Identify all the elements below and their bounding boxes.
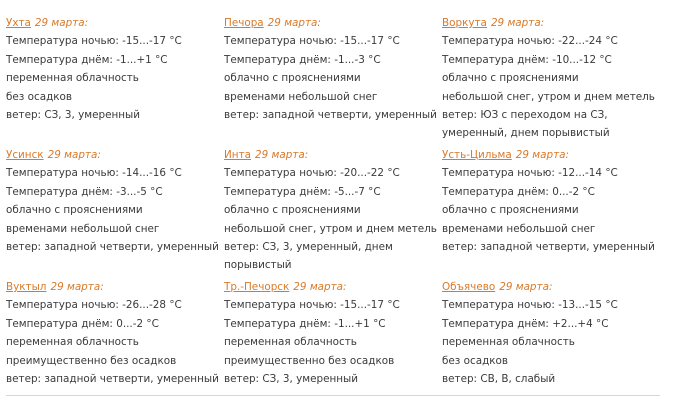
day-temperature: Температура днём: -1...-3 °C xyxy=(224,53,381,66)
precipitation: без осадков xyxy=(442,354,509,367)
precipitation: временами небольшой снег xyxy=(442,222,596,235)
forecast-card-troitsko-pechorsk xyxy=(224,278,442,408)
night-temperature: Температура ночью: -15...-17 °C xyxy=(224,299,400,312)
wind: ветер: западной четверти, умеренный xyxy=(6,373,219,386)
city-link[interactable]: Ухта xyxy=(6,17,31,29)
city-link[interactable]: Объячево xyxy=(442,281,496,293)
forecast-row xyxy=(6,14,666,144)
forecast-card-vuktyl xyxy=(6,278,224,408)
card-header xyxy=(6,14,224,32)
day-temperature: Температура днём: -10...-12 °C xyxy=(442,53,612,66)
card-header xyxy=(442,146,660,164)
day-temperature: Температура днём: -1...+1 °C xyxy=(224,317,386,330)
forecast-card-ukhta xyxy=(6,14,224,144)
cloudiness: переменная облачность xyxy=(6,336,139,349)
forecast-date: 29 марта: xyxy=(499,281,553,293)
precipitation: временами небольшой снег xyxy=(224,90,378,103)
wind: ветер: западной четверти, умеренный xyxy=(6,241,219,254)
cloudiness: облачно с прояснениями xyxy=(224,72,361,85)
night-temperature: Температура ночью: -26...-28 °C xyxy=(6,299,182,312)
forecast-card-inta xyxy=(224,146,442,276)
precipitation: небольшой снег, утром и днем метель xyxy=(224,222,437,235)
day-temperature: Температура днём: -5...-7 °C xyxy=(224,185,381,198)
card-header xyxy=(224,14,442,32)
wind: ветер: СЗ, 3, умеренный, днем xyxy=(224,241,393,254)
night-temperature: Температура ночью: -14...-16 °C xyxy=(6,167,182,180)
cloudiness: облачно с прояснениями xyxy=(224,204,361,217)
forecast-date: 29 марта: xyxy=(34,17,89,29)
forecast-date: 29 марта: xyxy=(515,149,570,161)
wind: ветер: СЗ, 3, умеренный xyxy=(6,109,141,122)
forecast-row xyxy=(6,278,666,408)
city-link[interactable]: Усть-Цильма xyxy=(442,149,512,161)
cloudiness: облачно с прояснениями xyxy=(442,72,579,85)
night-temperature: Температура ночью: -15...-17 °C xyxy=(224,35,400,48)
card-header xyxy=(442,14,660,32)
card-header xyxy=(442,278,660,296)
forecast-card-vorkuta xyxy=(442,14,660,144)
forecast-date: 29 марта: xyxy=(267,17,321,29)
night-temperature: Температура ночью: -15...-17 °C xyxy=(6,35,182,48)
card-header xyxy=(224,278,442,296)
card-header xyxy=(6,278,224,296)
forecast-card-pechora xyxy=(224,14,442,144)
precipitation: преимущественно без осадков xyxy=(6,354,177,367)
forecast-card-usinsk xyxy=(6,146,224,276)
precipitation: небольшой снег, утром и днем метель xyxy=(442,90,655,103)
night-temperature: Температура ночью: -20...-22 °C xyxy=(224,167,400,180)
cloudiness: переменная облачность xyxy=(224,336,357,349)
wind-continued: порывистый xyxy=(224,259,292,272)
cloudiness: переменная облачность xyxy=(442,336,575,349)
wind: ветер: ЮЗ с переходом на СЗ, xyxy=(442,109,608,122)
wind: ветер: СВ, В, слабый xyxy=(442,373,556,386)
forecast-date: 29 марта: xyxy=(47,149,101,161)
forecast-date: 29 марта: xyxy=(255,149,309,161)
card-header xyxy=(6,146,224,164)
cloudiness: облачно с прояснениями xyxy=(6,204,143,217)
city-link[interactable]: Инта xyxy=(224,149,251,161)
wind: ветер: западной четверти, умеренный xyxy=(442,241,655,254)
precipitation: без осадков xyxy=(6,90,73,103)
day-temperature: Температура днём: -1...+1 °C xyxy=(6,53,168,66)
city-link[interactable]: Воркута xyxy=(442,17,487,29)
city-link[interactable]: Усинск xyxy=(6,149,44,161)
day-temperature: Температура днём: 0...-2 °C xyxy=(442,185,595,198)
cloudiness: облачно с прояснениями xyxy=(442,204,579,217)
day-temperature: Температура днём: 0...-2 °C xyxy=(6,317,159,330)
forecast-grid xyxy=(6,14,666,408)
forecast-card-ust-tsilma xyxy=(442,146,660,276)
city-link[interactable]: Печора xyxy=(224,17,264,29)
forecast-card-obyachevo xyxy=(442,278,660,408)
day-temperature: Температура днём: -3...-5 °C xyxy=(6,185,163,198)
bottom-divider xyxy=(6,395,660,396)
precipitation: временами небольшой снег xyxy=(6,222,160,235)
precipitation: преимущественно без осадков xyxy=(224,354,395,367)
wind: ветер: западной четверти, умеренный xyxy=(224,109,437,122)
card-header xyxy=(224,146,442,164)
forecast-date: 29 марта: xyxy=(293,281,347,293)
city-link[interactable]: Вуктыл xyxy=(6,281,47,293)
forecast-date: 29 марта: xyxy=(50,281,104,293)
forecast-date: 29 марта: xyxy=(490,17,545,29)
wind: ветер: СЗ, 3, умеренный xyxy=(224,373,359,386)
city-link[interactable]: Тр.-Печорск xyxy=(224,281,290,293)
wind-continued: умеренный, днем порывистый xyxy=(442,127,610,140)
night-temperature: Температура ночью: -13...-15 °C xyxy=(442,299,618,312)
cloudiness: переменная облачность xyxy=(6,72,139,85)
night-temperature: Температура ночью: -12...-14 °C xyxy=(442,167,618,180)
night-temperature: Температура ночью: -22...-24 °C xyxy=(442,35,618,48)
day-temperature: Температура днём: +2...+4 °C xyxy=(442,317,609,330)
forecast-row xyxy=(6,146,666,276)
